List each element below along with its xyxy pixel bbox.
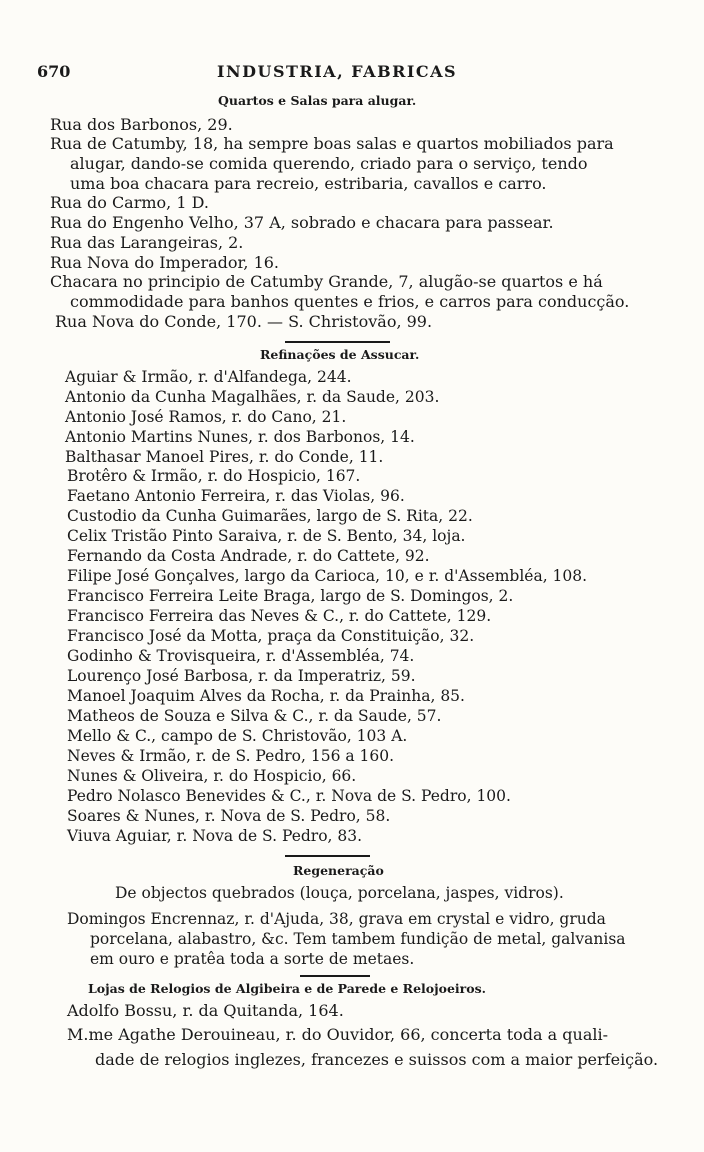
- list-item: Filipe José Gonçalves, largo da Carioca, 10, e r. d'Assembléa, 108.: [67, 567, 588, 585]
- list-item: Pedro Nolasco Benevides & C., r. Nova de S. Pedro, 100.: [67, 787, 511, 805]
- list-item: Mello & C., campo de S. Christovão, 103 A.: [67, 727, 408, 745]
- list-item: Viuva Aguiar, r. Nova de S. Pedro, 83.: [67, 827, 363, 845]
- page-number: 670: [37, 62, 71, 81]
- text-line: Rua Nova do Conde, 170. — S. Christovão, 99.: [55, 312, 433, 331]
- list-item: Aguiar & Irmão, r. d'Alfandega, 244.: [65, 368, 352, 386]
- list-item: Celix Tristão Pinto Saraiva, r. de S. Bento, 34, loja.: [67, 527, 466, 545]
- list-item: Matheos de Souza e Silva & C., r. da Saude, 57.: [67, 707, 442, 725]
- running-title: INDUSTRIA, FABRICAS: [217, 62, 458, 81]
- text-line: M.me Agathe Derouineau, r. do Ouvidor, 66, concerta toda a quali-: [67, 1025, 608, 1044]
- text-line: uma boa chacara para recreio, estribaria, cavallos e carro.: [70, 174, 547, 193]
- section-rule: [300, 975, 370, 977]
- section-heading-relogios: Lojas de Relogios de Algibeira e de Parede e Relojoeiros.: [88, 981, 486, 996]
- text-line: Rua do Engenho Velho, 37 A, sobrado e chacara para passear.: [50, 213, 554, 232]
- section-heading-quartos: Quartos e Salas para alugar.: [218, 93, 417, 108]
- list-item: Antonio Martins Nunes, r. dos Barbonos, 14.: [65, 428, 415, 446]
- text-line: alugar, dando-se comida querendo, criado para o serviço, tendo: [70, 154, 588, 173]
- list-item: Francisco Ferreira das Neves & C., r. do Cattete, 129.: [67, 607, 492, 625]
- text-line: Rua das Larangeiras, 2.: [50, 233, 244, 252]
- text-line: Adolfo Bossu, r. da Quitanda, 164.: [67, 1001, 344, 1020]
- list-item: Custodio da Cunha Guimarães, largo de S. Rita, 22.: [67, 507, 473, 525]
- list-item: Nunes & Oliveira, r. do Hospicio, 66.: [67, 767, 357, 785]
- list-item: Godinho & Trovisqueira, r. d'Assembléa, 74.: [67, 647, 415, 665]
- text-line: commodidade para banhos quentes e frios, e carros para conducção.: [70, 292, 630, 311]
- list-item: Antonio da Cunha Magalhães, r. da Saude, 203.: [65, 388, 440, 406]
- list-item: Balthasar Manoel Pires, r. do Conde, 11.: [65, 448, 384, 466]
- text-line: Domingos Encrennaz, r. d'Ajuda, 38, grava em crystal e vidro, gruda: [67, 910, 606, 928]
- list-item: Manoel Joaquim Alves da Rocha, r. da Prainha, 85.: [67, 687, 465, 705]
- text-line: Rua Nova do Imperador, 16.: [50, 253, 280, 272]
- list-item: Faetano Antonio Ferreira, r. das Violas, 96.: [67, 487, 405, 505]
- list-item: Antonio José Ramos, r. do Cano, 21.: [65, 408, 347, 426]
- text-line: De objectos quebrados (louça, porcelana, jaspes, vidros).: [115, 884, 564, 902]
- list-item: Brotêro & Irmão, r. do Hospicio, 167.: [67, 467, 361, 485]
- text-line: dade de relogios inglezes, francezes e suissos com a maior perfeição.: [95, 1050, 659, 1069]
- list-item: Francisco Ferreira Leite Braga, largo de S. Domingos, 2.: [67, 587, 514, 605]
- section-rule: [285, 341, 390, 343]
- list-item: Lourenço José Barbosa, r. da Imperatriz, 59.: [67, 667, 416, 685]
- text-line: em ouro e pratêa toda a sorte de metaes.: [90, 950, 415, 968]
- text-line: Rua dos Barbonos, 29.: [50, 115, 233, 134]
- section-heading-refinacoes: Refinações de Assucar.: [260, 347, 420, 362]
- text-line: Rua do Carmo, 1 D.: [50, 193, 209, 212]
- text-line: porcelana, alabastro, &c. Tem tambem fundição de metal, galvanisa: [90, 930, 626, 948]
- section-heading-regeneracao: Regeneração: [293, 863, 384, 878]
- list-item: Neves & Irmão, r. de S. Pedro, 156 a 160.: [67, 747, 395, 765]
- page-header: [37, 62, 677, 82]
- list-item: Soares & Nunes, r. Nova de S. Pedro, 58.: [67, 807, 391, 825]
- text-line: Rua de Catumby, 18, ha sempre boas salas e quartos mobiliados para: [50, 134, 614, 153]
- section-rule: [285, 855, 370, 857]
- list-item: Fernando da Costa Andrade, r. do Cattete, 92.: [67, 547, 430, 565]
- text-line: Chacara no principio de Catumby Grande, 7, alugão-se quartos e há: [50, 272, 603, 291]
- list-item: Francisco José da Motta, praça da Constituição, 32.: [67, 627, 475, 645]
